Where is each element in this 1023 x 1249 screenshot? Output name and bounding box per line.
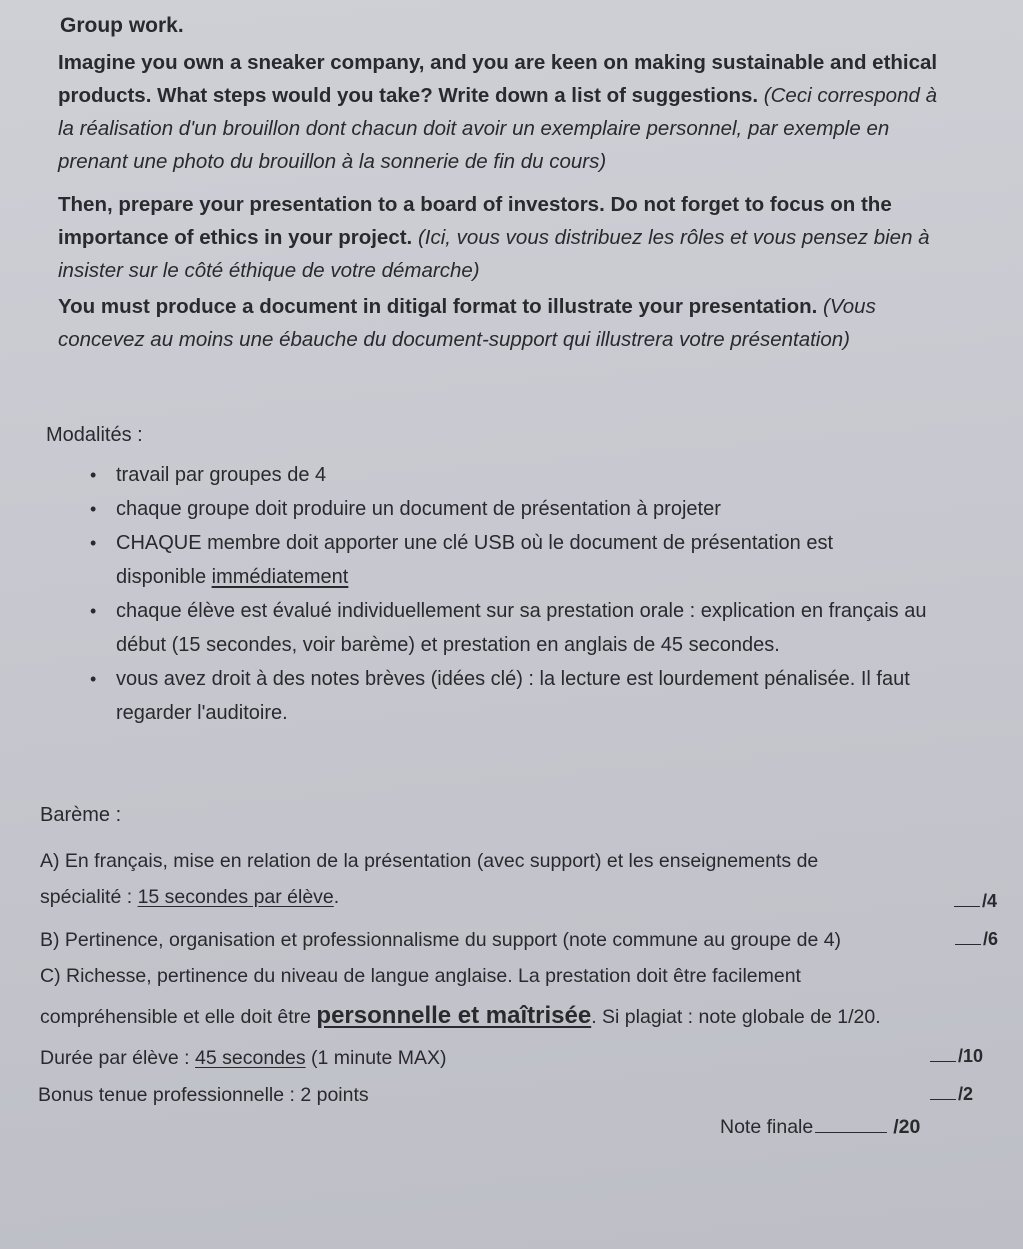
final-score-value: /20 <box>893 1116 921 1138</box>
modalites-item5-line1: • vous avez droit à des notes brèves (idées clé) : la lecture est lourdement pénalisée. Il faut <box>116 668 910 690</box>
modalites-list <box>90 458 1005 730</box>
paragraph-1 <box>58 46 1003 178</box>
p2-bold-line2: importance of ethics in your project. <box>58 226 413 249</box>
bareme-a-prefix: spécialité : <box>40 886 138 908</box>
modalites-item5-line2: regarder l'auditoire. <box>116 702 288 724</box>
bareme-c-score-value: /10 <box>958 1046 984 1066</box>
bareme-a-score-value: /4 <box>982 891 998 911</box>
score-blank-line <box>930 1083 956 1100</box>
bareme-c-prefix: compréhensible et elle doit être <box>40 1006 317 1028</box>
bareme-b-score-value: /6 <box>983 929 999 949</box>
bareme-b-score <box>955 928 998 950</box>
bareme-duree-underlined: 45 secondes <box>195 1047 306 1069</box>
score-blank-line <box>954 890 980 907</box>
p2-italic-line3: insister sur le côté éthique de votre démarche) <box>58 259 480 282</box>
p1-italic-line2: (Ceci correspond à <box>758 84 937 107</box>
modalites-item4-line1: • chaque élève est évalué individuellement sur sa prestation orale : explication en français au <box>116 600 927 622</box>
modalites-item <box>90 492 1005 526</box>
bareme-c-suffix: . Si plagiat : note globale de 1/20. <box>591 1006 881 1028</box>
score-blank-line <box>930 1045 956 1062</box>
document-title: Group work. <box>60 14 184 37</box>
final-score <box>720 1116 920 1139</box>
p2-bold-line1: Then, prepare your presentation to a board of investors. Do not forget to focus on the <box>58 193 892 216</box>
bareme-duree-prefix: Durée par élève : <box>40 1047 196 1069</box>
modalites-item3-underlined: immédiatement <box>211 566 349 588</box>
bareme-heading: Barème : <box>40 804 122 826</box>
modalites-item3-line1: • CHAQUE membre doit apporter une clé USB où le document de présentation est <box>116 532 834 554</box>
bareme-a-score <box>954 890 997 912</box>
p2-italic-line2: (Ici, vous vous distribuez les rôles et vous pensez bien à <box>412 226 930 249</box>
bareme-bonus-score <box>930 1083 973 1105</box>
p1-bold-line1: Imagine you own a sneaker company, and you are keen on making sustainable and ethical <box>58 51 938 74</box>
final-score-blank-line <box>815 1118 887 1133</box>
p3-bold-line1: You must produce a document in ditigal format to illustrate your presentation. <box>58 295 818 318</box>
bareme-duree-suffix: (1 minute MAX) <box>305 1047 447 1069</box>
bareme-b-line: B) Pertinence, organisation et professionnalisme du support (note commune au groupe de 4) <box>40 929 842 951</box>
bareme-a-suffix: . <box>333 886 340 908</box>
bareme-c-emphasis: personnelle et maîtrisée <box>316 1002 592 1029</box>
p1-bold-line2: products. What steps would you take? Write down a list of suggestions. <box>58 84 759 107</box>
modalites-item <box>90 458 1005 492</box>
bareme-bonus: Bonus tenue professionnelle : 2 points <box>38 1084 369 1106</box>
bareme-a-line2 <box>40 882 1000 912</box>
modalites-heading: Modalités : <box>46 424 143 446</box>
paragraph-2 <box>58 188 1003 287</box>
modalites-item2-text: chaque groupe doit produire un document de présentation à projeter <box>116 498 721 520</box>
bareme-a-underlined: 15 secondes par élève <box>137 886 334 908</box>
modalites-item1-text: travail par groupes de 4 <box>116 464 327 486</box>
bareme-a-line1: A) En français, mise en relation de la présentation (avec support) et les enseignements de <box>40 850 819 872</box>
bareme-c-line1: C) Richesse, pertinence du niveau de langue anglaise. La prestation doit être facilement <box>40 965 801 987</box>
p3-italic-line2: concevez au moins une ébauche du document-support qui illustrera votre présentation) <box>58 328 850 351</box>
score-blank-line <box>955 928 981 945</box>
modalites-item3-line2: disponible <box>116 566 212 588</box>
bareme-bonus-score-value: /2 <box>958 1084 974 1104</box>
modalites-item <box>90 594 1005 662</box>
p3-italic-line1: (Vous <box>817 295 876 318</box>
final-score-label: Note finale <box>720 1116 814 1138</box>
bareme-c-score <box>930 1045 983 1067</box>
p1-italic-line4: prenant une photo du brouillon à la sonnerie de fin du cours) <box>58 150 607 173</box>
bareme-c-line2 <box>40 1001 1000 1032</box>
modalites-item <box>90 662 1005 730</box>
modalites-item4-line2: début (15 secondes, voir barème) et prestation en anglais de 45 secondes. <box>116 634 780 656</box>
p1-italic-line3: la réalisation d'un brouillon dont chacun doit avoir un exemplaire personnel, par exemple en <box>58 117 890 140</box>
bareme-duree <box>40 1043 1000 1073</box>
paragraph-3 <box>58 290 1003 356</box>
modalites-item <box>90 526 1005 594</box>
